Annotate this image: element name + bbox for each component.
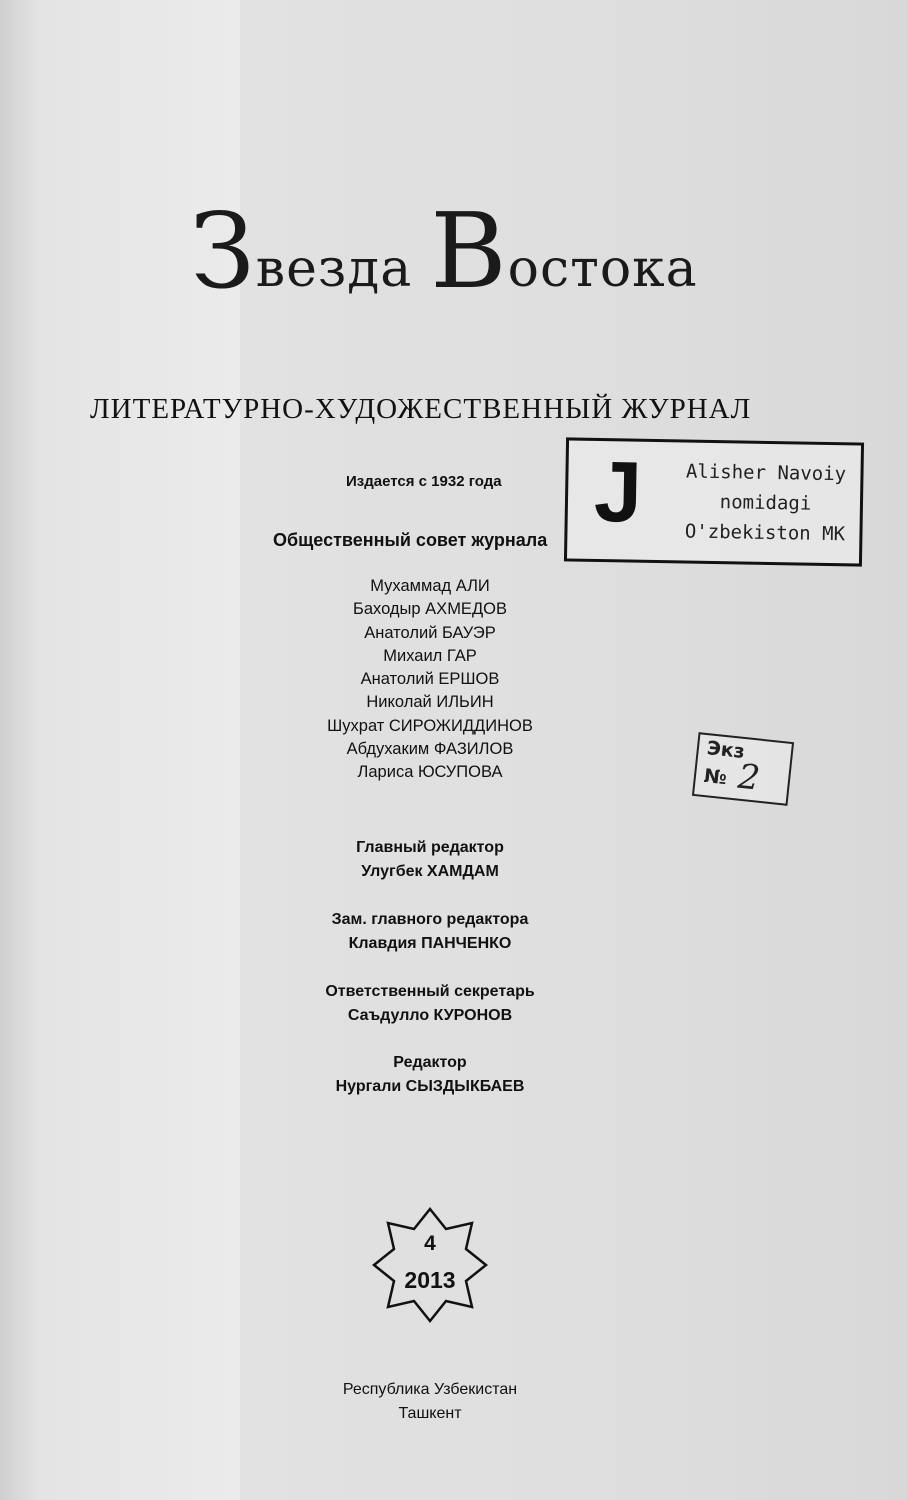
journal-subtitle: ЛИТЕРАТУРНО-ХУДОЖЕСТВЕННЫЙ ЖУРНАЛ [90,393,752,425]
journal-title [190,190,698,312]
council-member: Михаил ГАР [383,646,477,665]
executive-secretary-block [250,980,610,1028]
council-heading: Общественный совет журнала [273,530,548,550]
stamp-line: Alisher Navoiy [685,460,847,486]
role-label: Ответственный секретарь [325,983,535,1000]
council-member: Абдухаким ФАЗИЛОВ [346,740,514,759]
council-member: Анатолий ЕРШОВ [360,670,500,689]
council-member: Баходыр АХМЕДОВ [353,600,507,619]
council-members-list [300,575,560,785]
council-member: Николай ИЛЬИН [366,693,494,712]
published-since: Издается с 1932 года [346,473,502,490]
editor-block [250,1051,610,1099]
copy-number-label: № [702,765,728,790]
copy-number-stamp [692,732,794,806]
library-stamp-letter: J [593,443,643,541]
issue-year: 2013 [404,1267,456,1293]
country: Республика Узбекистан [342,1381,518,1398]
role-name: Нургали СЫЗДЫКБАЕВ [335,1078,525,1095]
library-stamp-text [677,456,854,549]
role-name: Клавдия ПАНЧЕНКО [348,935,512,952]
role-label: Главный редактор [356,839,504,856]
stamp-line: nomidagi [719,491,812,515]
editor-in-chief-block [250,836,610,884]
city: Ташкент [398,1405,462,1422]
title-word-2: остока [507,238,698,299]
title-word-1: везда [255,238,413,299]
copy-number-handwritten: 2 [736,756,762,799]
council-member: Мухаммад АЛИ [370,577,490,595]
copy-label: Экз [705,737,746,764]
issue-number: 4 [424,1232,436,1255]
role-label: Редактор [393,1054,467,1071]
imprint-footer [300,1378,560,1426]
council-member: Лариса ЮСУПОВА [357,763,503,782]
title-cap-1: З [190,190,256,312]
council-member: Анатолий БАУЭР [364,623,496,642]
role-name: Саъдулло КУРОНОВ [347,1007,513,1024]
stamp-line: O'zbekiston MK [684,520,846,546]
deputy-editor-block [250,908,610,956]
library-stamp [564,437,864,566]
issue-star-icon [370,1205,490,1325]
title-cap-2: В [430,190,508,312]
council-member: Шухрат СИРОЖИДДИНОВ [327,716,533,735]
role-label: Зам. главного редактора [331,911,529,928]
role-name: Улугбек ХАМДАМ [361,863,499,880]
